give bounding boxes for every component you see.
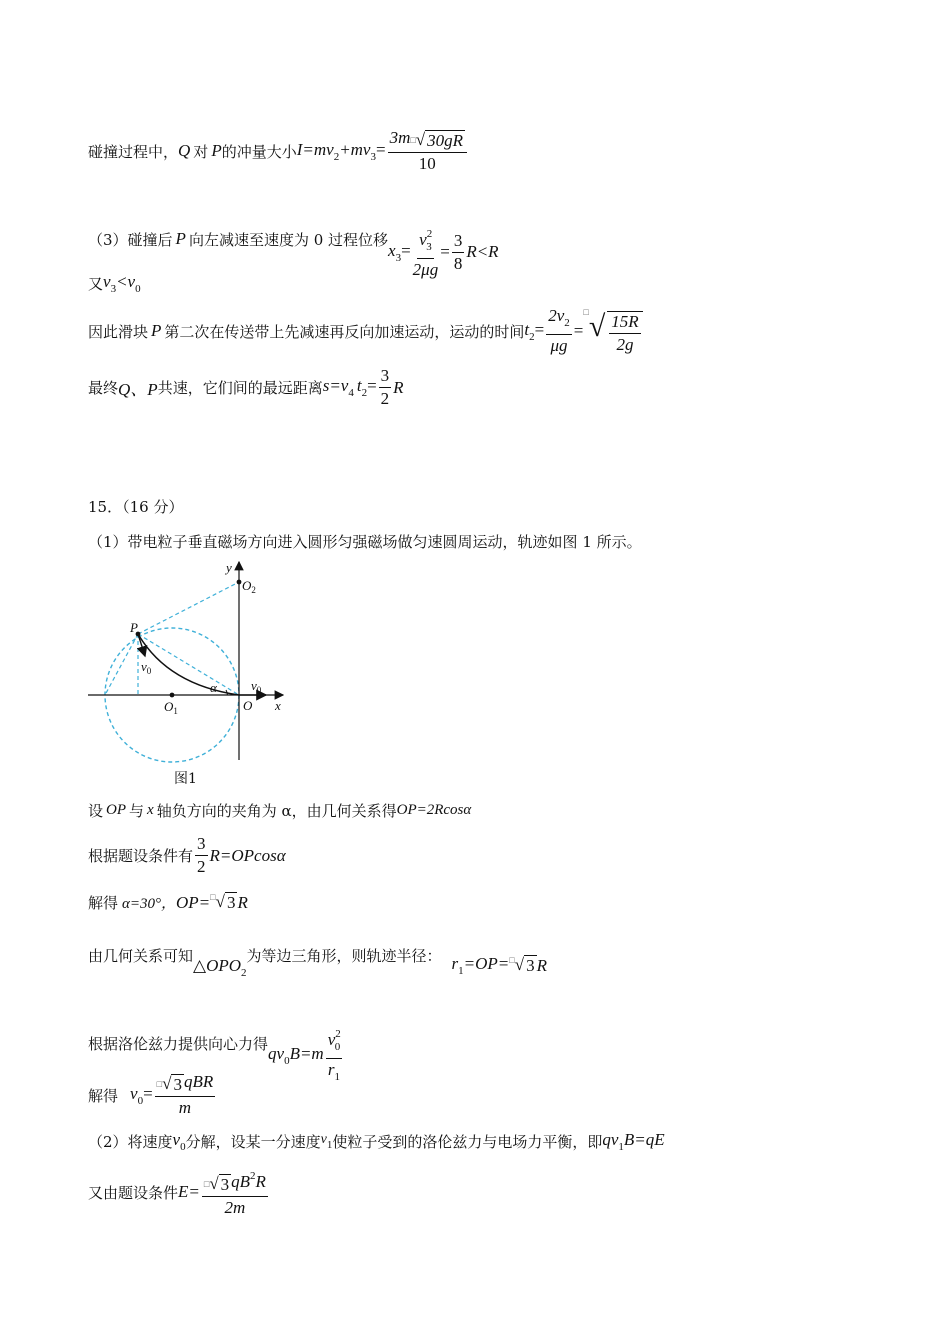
denominator: 2g <box>616 335 634 354</box>
radical-index: □ <box>410 135 416 145</box>
radicand: 30gR <box>427 131 464 150</box>
subscript: 2 <box>361 387 368 399</box>
num-text: qB <box>231 1172 251 1191</box>
formula-part: α=30°， <box>122 896 177 912</box>
fraction <box>202 1166 268 1218</box>
label-p: P <box>130 620 138 635</box>
formula-part: r <box>451 954 459 973</box>
vars-qp: Q、P <box>118 380 158 399</box>
text: 为等边三角形，则轨迹半径： <box>246 947 442 965</box>
formula-part: +mv <box>339 139 371 159</box>
numerator <box>202 1166 268 1197</box>
label-o1-main: O <box>164 699 174 714</box>
denominator <box>328 1059 340 1087</box>
denominator: m <box>178 1098 192 1117</box>
fraction <box>326 1024 343 1087</box>
formula-part: OP= <box>176 892 211 912</box>
text: 轴负方向的夹角为 α，由几何关系得 <box>156 802 397 820</box>
p-o2-line <box>138 582 239 634</box>
time-line <box>88 306 645 356</box>
text: 由几何关系可知 <box>88 947 194 965</box>
subscript: 1 <box>334 1071 341 1083</box>
numerator: 3 <box>379 366 392 388</box>
p-o-line <box>138 634 239 695</box>
equals: = <box>440 242 450 261</box>
formula-part: R <box>536 955 547 975</box>
num-text: v <box>419 230 427 249</box>
formula-part: x <box>388 240 396 260</box>
text: 分解，设某一分速度 <box>185 1133 321 1151</box>
formula <box>321 1132 333 1151</box>
num-text: 3m <box>389 128 411 147</box>
num-text: 2v <box>548 306 565 325</box>
formula-part: <v <box>116 272 136 291</box>
angle-definition-line <box>88 800 471 821</box>
part-1-intro <box>88 531 642 552</box>
denominator: 2 <box>380 389 390 408</box>
var-p: P <box>151 321 162 340</box>
formula-part: t <box>524 319 530 339</box>
text: 共速，它们间的最远距离 <box>157 379 323 397</box>
formula-part: △OPO <box>193 956 242 975</box>
formula-part: v <box>172 1130 181 1149</box>
label-o2 <box>242 578 256 595</box>
label-x: x <box>275 698 281 713</box>
text: 根据洛伦兹力提供向心力得 <box>88 1035 269 1053</box>
solution-alpha-line <box>88 892 248 913</box>
formula-part: v <box>103 272 111 291</box>
text: 又 <box>88 275 104 293</box>
formula <box>602 1130 664 1153</box>
label-v0-o-main: v <box>251 678 257 693</box>
den-text: r <box>327 1060 335 1079</box>
denominator: μg <box>550 336 568 355</box>
equals: = <box>375 139 386 159</box>
field-condition-line <box>88 1166 270 1218</box>
formula <box>193 956 247 979</box>
formula <box>103 272 141 295</box>
equals: = <box>534 319 545 339</box>
velocity-compare-line <box>88 272 141 295</box>
label-y: y <box>226 560 232 575</box>
var-x: x <box>147 802 154 818</box>
text: 又由题设条件 <box>88 1183 179 1202</box>
equals: = <box>367 376 377 395</box>
radical-index: □ <box>509 955 515 965</box>
superscript: 2 <box>250 1170 256 1182</box>
text: 因此滑块 <box>88 322 149 341</box>
numerator: 3 <box>195 834 208 856</box>
v0-arrow <box>138 634 145 656</box>
var-q: Q <box>178 141 191 160</box>
point-o2 <box>237 580 242 585</box>
radicand: 3 <box>173 1075 182 1094</box>
label-alpha: α <box>210 680 217 695</box>
text: 向左减速至速度为 0 过程位移 <box>188 230 389 249</box>
subscript: 3 <box>395 251 402 264</box>
subscript: 1 <box>326 1139 333 1151</box>
formula-part: B=m <box>289 1044 324 1063</box>
subscript: 0 <box>135 283 141 295</box>
num-text: v <box>327 1030 336 1049</box>
radical-sign: √ <box>415 130 426 149</box>
equals: = <box>573 321 584 340</box>
impulse-line <box>88 128 469 174</box>
formula <box>173 1130 186 1153</box>
formula-part: B=qE <box>623 1130 665 1149</box>
fraction <box>452 231 465 274</box>
radius-line <box>88 932 547 979</box>
fraction <box>388 128 467 174</box>
text: 第二次在传送带上先减速再反向加速运动，运动的时间 <box>164 322 525 341</box>
condition-line <box>88 834 286 877</box>
figure-caption: 图1 <box>174 771 197 787</box>
text: 碰撞过程中， <box>88 142 179 161</box>
subscript: 2 <box>529 330 535 343</box>
subscript: 0 <box>137 1094 144 1107</box>
label-o1-sub: 1 <box>173 706 178 716</box>
numerator: 3 <box>452 231 465 253</box>
radical <box>509 955 536 976</box>
radical-index: □ <box>583 307 589 317</box>
label-v0-o <box>251 678 262 695</box>
subscript: 4 <box>348 387 354 399</box>
radicand: 3 <box>226 893 236 912</box>
denominator: 2 <box>197 857 206 876</box>
text: 根据题设条件有 <box>88 847 194 865</box>
denominator: 2m <box>224 1198 246 1217</box>
trajectory-diagram <box>88 560 298 770</box>
label-v0 <box>141 659 152 676</box>
numerator <box>326 1024 343 1059</box>
numerator <box>155 1072 216 1097</box>
p-left-line <box>105 634 138 695</box>
text: 解得 <box>88 1086 119 1105</box>
var-p: P <box>175 229 186 248</box>
formula-part: R=OPcosα <box>209 845 286 865</box>
label-v0-o-sub: 0 <box>256 685 262 695</box>
formula-part: v <box>130 1083 138 1103</box>
formula: OP=2Rcosα <box>396 802 472 818</box>
subscript: 3 <box>110 283 117 295</box>
superscript: 2 <box>426 228 433 240</box>
label-o2-main: O <box>242 578 252 593</box>
question-15-title <box>88 496 183 517</box>
num-text: qBR <box>183 1072 214 1091</box>
label-o1 <box>164 699 178 716</box>
var-p: P <box>211 141 222 160</box>
radicand: 3 <box>526 956 535 975</box>
solution-v0-line <box>88 1072 217 1118</box>
radical-sign: √ <box>514 955 525 974</box>
fraction <box>379 366 392 409</box>
formula-part: v <box>320 1132 327 1147</box>
label-v0-main: v <box>141 659 147 674</box>
formula <box>524 320 544 343</box>
radical-index: □ <box>210 892 216 902</box>
radical-sign: √ <box>588 310 606 343</box>
numerator <box>546 306 572 335</box>
label-v0-sub: 0 <box>146 666 152 676</box>
formula-part: I=mv <box>296 139 334 159</box>
formula-part: R <box>237 892 248 912</box>
text: 设 <box>88 802 104 820</box>
text: 15．（16 分） <box>88 498 184 516</box>
text: （3）碰撞后 <box>88 230 173 249</box>
radical-sign: √ <box>215 892 225 911</box>
formula <box>388 241 411 264</box>
text: （2）将速度 <box>88 1133 173 1151</box>
radical-index: □ <box>156 1079 163 1089</box>
denominator: 8 <box>453 253 463 273</box>
label-o: O <box>243 698 253 713</box>
radical-sign: √ <box>162 1074 172 1093</box>
formula <box>130 1084 153 1107</box>
radical-index: □ <box>203 1179 210 1189</box>
num-text: R <box>255 1172 266 1191</box>
displacement-line <box>88 198 499 280</box>
formula-part: t <box>356 376 362 395</box>
fraction <box>195 834 208 877</box>
numerator: 15R <box>609 312 640 334</box>
formula-part: s=v <box>322 376 349 395</box>
formula-part: =OP= <box>463 954 510 973</box>
label-o2-sub: 2 <box>251 585 256 595</box>
subscript: 2 <box>241 967 247 979</box>
text: 的冲量大小 <box>221 142 297 161</box>
subscript: 2 <box>333 150 340 163</box>
formula-part: R <box>393 377 404 397</box>
text: （1）带电粒子垂直磁场方向进入圆形匀强磁场做匀速圆周运动，轨迹如图 1 所示。 <box>88 533 642 551</box>
subscript: 1 <box>618 1141 624 1153</box>
formula-part: qv <box>268 1044 285 1063</box>
text: 对 <box>193 142 209 161</box>
numerator <box>417 224 434 259</box>
denominator: 2μg <box>412 260 439 279</box>
formula <box>297 140 386 163</box>
numerator <box>388 128 467 153</box>
subscript: 0 <box>180 1141 186 1153</box>
var-op: OP <box>106 802 127 818</box>
subscript: 0 <box>334 1041 341 1053</box>
subscript: 3 <box>426 241 432 253</box>
superscript: 2 <box>335 1028 341 1040</box>
radical <box>583 307 644 355</box>
formula <box>452 954 510 977</box>
text: 最终 <box>88 379 119 397</box>
radical <box>410 130 465 151</box>
equals: = <box>401 240 411 260</box>
radicand: 3 <box>220 1175 230 1194</box>
text: 使粒子受到的洛伦兹力与电场力平衡，即 <box>332 1133 603 1151</box>
fraction <box>155 1072 216 1118</box>
figure-1 <box>88 560 298 774</box>
fraction <box>607 311 642 355</box>
point-o1 <box>170 693 175 698</box>
subscript: 3 <box>370 150 376 163</box>
velocity-decomposition-line <box>88 1130 665 1153</box>
text: 解得 <box>88 894 119 912</box>
equals: = <box>143 1083 153 1103</box>
formula-part: E= <box>178 1182 200 1201</box>
text: 与 <box>129 802 145 820</box>
formula <box>268 1044 324 1067</box>
denominator: 10 <box>418 154 436 173</box>
subscript: 0 <box>284 1055 290 1067</box>
radical-sign: √ <box>209 1174 219 1193</box>
radical <box>210 892 237 913</box>
radical <box>204 1174 231 1195</box>
distance-line <box>88 366 404 409</box>
subscript: 1 <box>458 965 464 977</box>
formula-part: qv <box>602 1130 619 1149</box>
fraction <box>413 224 439 280</box>
fraction <box>546 306 572 356</box>
formula-part: R<R <box>466 242 499 261</box>
radical <box>157 1074 184 1095</box>
subscript: 2 <box>564 317 570 329</box>
formula <box>323 376 377 399</box>
